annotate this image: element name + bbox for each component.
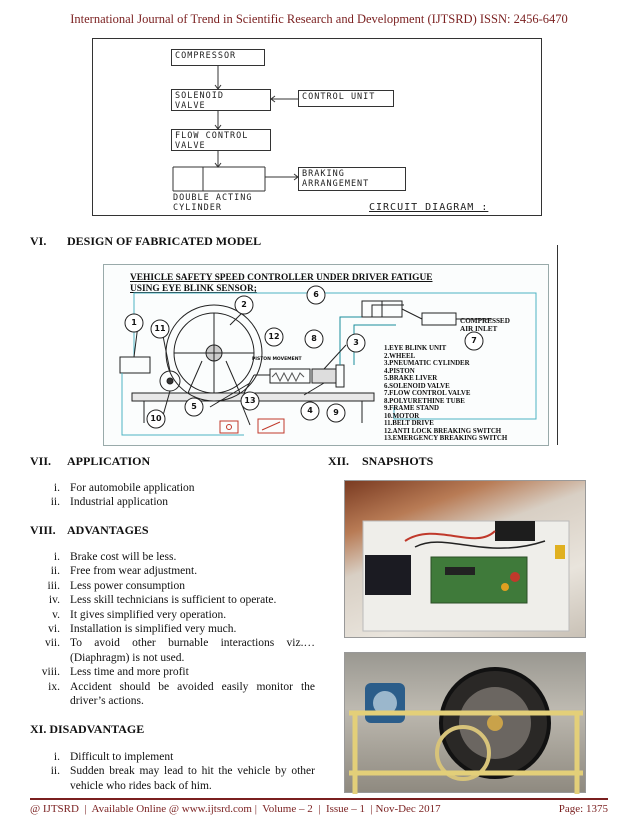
section-title: DISADVANTAGE [49, 722, 145, 736]
list-numeral: ii. [50, 565, 60, 578]
section-title: DESIGN OF FABRICATED MODEL [67, 234, 262, 248]
list-text: Less time and more profit [70, 666, 189, 679]
section-title: APPLICATION [67, 454, 151, 468]
legend-item: 2.WHEEL [384, 352, 416, 360]
list-text: Industrial application [70, 496, 169, 509]
advantages-item [30, 608, 315, 622]
snapshot-control-board [344, 480, 586, 638]
legend-item: 1.EYE BLINK UNIT [384, 345, 447, 352]
advantages-item [30, 636, 315, 665]
callout-12: 12 [268, 332, 280, 341]
section-title: SNAPSHOTS [362, 454, 434, 468]
callout-11: 11 [154, 324, 166, 333]
list-text: Less skill technicians is sufficient to operate. [70, 594, 277, 607]
section-viii-heading [30, 523, 149, 538]
list-numeral: ii. [50, 496, 60, 509]
list-text: Free from wear adjustment. [70, 565, 198, 578]
callout-10: 10 [150, 414, 162, 423]
legend-item: 13.EMERGENCY BREAKING SWITCH [384, 435, 508, 442]
control-unit-box: CONTROL UNIT [298, 90, 394, 107]
section-title: ADVANTAGES [67, 523, 149, 537]
section-number: XII. [328, 454, 350, 468]
snapshot-wheel-assembly [344, 652, 586, 793]
braking-arrangement-box: BRAKING ARRANGEMENT [298, 167, 406, 191]
section-number: VI. [30, 234, 47, 248]
legend-item: 4.PISTON [384, 367, 415, 375]
control-board-illustration [345, 481, 587, 639]
advantages-item [30, 550, 315, 564]
list-text: To avoid other burnable interactions viz.… (Diaphragm) is not used. [70, 637, 315, 664]
compressor-box: COMPRESSOR [171, 49, 265, 66]
fabricated-model-schematic [103, 264, 549, 446]
piston-movement-label: PISTON MOVEMENT [252, 357, 302, 362]
double-acting-cylinder-label: DOUBLE ACTING CYLINDER [173, 193, 253, 213]
disadvantages-item [30, 764, 315, 793]
disadvantages-list [30, 750, 315, 793]
advantages-item [30, 665, 315, 679]
section-xii-heading [328, 454, 433, 469]
circuit-diagram-caption: CIRCUIT DIAGRAM : [369, 202, 489, 213]
legend-item: 8.POLYURETHINE TUBE [384, 397, 465, 405]
section-vi-heading [30, 234, 261, 249]
list-numeral: i. [53, 551, 60, 563]
section-vii-heading [30, 454, 150, 469]
list-text: Sudden break may lead to hit the vehicle by other vehicle who rides back of him. [70, 765, 315, 792]
page-footer [30, 798, 608, 815]
list-text: Installation is simplified very much. [70, 623, 237, 636]
application-item [30, 495, 315, 509]
legend-item: 9.FRAME STAND [384, 405, 439, 412]
section-number: XI. [30, 722, 47, 736]
legend-item: 5.BRAKE LIVER [384, 375, 438, 382]
journal-header: International Journal of Trend in Scientific Research and Development (IJTSRD) ISSN: 2456-6470 [70, 12, 568, 26]
list-numeral: ii. [50, 765, 60, 778]
list-numeral: i. [53, 482, 60, 494]
advantages-item [30, 593, 315, 607]
compressed-air-label: COMPRESSED AIR INLET [460, 317, 510, 333]
footer-info: @ IJTSRD | Available Online @ www.ijtsrd.com | Volume – 2 | Issue – 1 | Nov-Dec 2017 [30, 803, 441, 815]
callout-8: 8 [311, 334, 317, 343]
model-title-line1: VEHICLE SAFETY SPEED CONTROLLER UNDER DRIVER FATIGUE [130, 273, 433, 283]
list-numeral: iv. [48, 594, 60, 607]
solenoid-valve-box: SOLENOID VALVE [171, 89, 271, 111]
list-numeral: viii. [41, 666, 60, 679]
wheel-assembly-illustration [345, 653, 587, 794]
advantages-item [30, 579, 315, 593]
section-number: VII. [30, 454, 52, 468]
legend-item: 11.BELT DRIVE [384, 420, 434, 427]
list-numeral: v. [52, 608, 60, 621]
page-number: Page: 1375 [558, 803, 608, 815]
list-text: Difficult to implement [70, 751, 174, 763]
column-rule [557, 245, 558, 445]
list-text: For automobile application [70, 482, 195, 494]
section-xi-heading [30, 722, 144, 737]
callout-2: 2 [241, 300, 247, 309]
callout-7: 7 [471, 336, 477, 345]
legend-item: 10.MOTOR [384, 412, 420, 420]
callout-3: 3 [353, 338, 359, 347]
list-text: It gives simplified very operation. [70, 608, 227, 621]
advantages-item [30, 680, 315, 709]
legend-item: 7.FLOW CONTROL VALVE [384, 390, 471, 397]
advantages-list [30, 550, 315, 708]
advantages-item [30, 622, 315, 636]
callout-13: 13 [244, 396, 256, 405]
application-item [30, 481, 315, 495]
advantages-item [30, 564, 315, 578]
callout-1: 1 [131, 318, 137, 327]
callout-9: 9 [333, 408, 339, 417]
list-text: Brake cost will be less. [70, 551, 177, 563]
flow-control-valve-box: FLOW CONTROL VALVE [171, 129, 271, 151]
list-numeral: iii. [47, 579, 60, 592]
list-numeral: ix. [48, 680, 60, 693]
legend-item: 6.SOLENOID VALVE [384, 382, 450, 390]
circuit-diagram [92, 38, 542, 216]
callout-6: 6 [313, 290, 319, 299]
model-title-line2: USING EYE BLINK SENSOR; [130, 284, 257, 294]
list-numeral: vi. [48, 623, 60, 636]
list-text: Less power consumption [70, 579, 185, 592]
section-number: VIII. [30, 523, 56, 537]
model-legend [384, 345, 507, 443]
callout-4: 4 [307, 406, 313, 415]
legend-item: 3.PNEUMATIC CYLINDER [384, 360, 470, 367]
list-numeral: vii. [44, 637, 60, 650]
disadvantages-item [30, 750, 315, 764]
list-text: Accident should be avoided easily monitor the driver’s actions. [70, 680, 315, 708]
application-list [30, 481, 315, 510]
callout-5: 5 [191, 402, 197, 411]
legend-item: 12.ANTI LOCK BREAKING SWITCH [384, 427, 502, 435]
list-numeral: i. [53, 751, 60, 763]
